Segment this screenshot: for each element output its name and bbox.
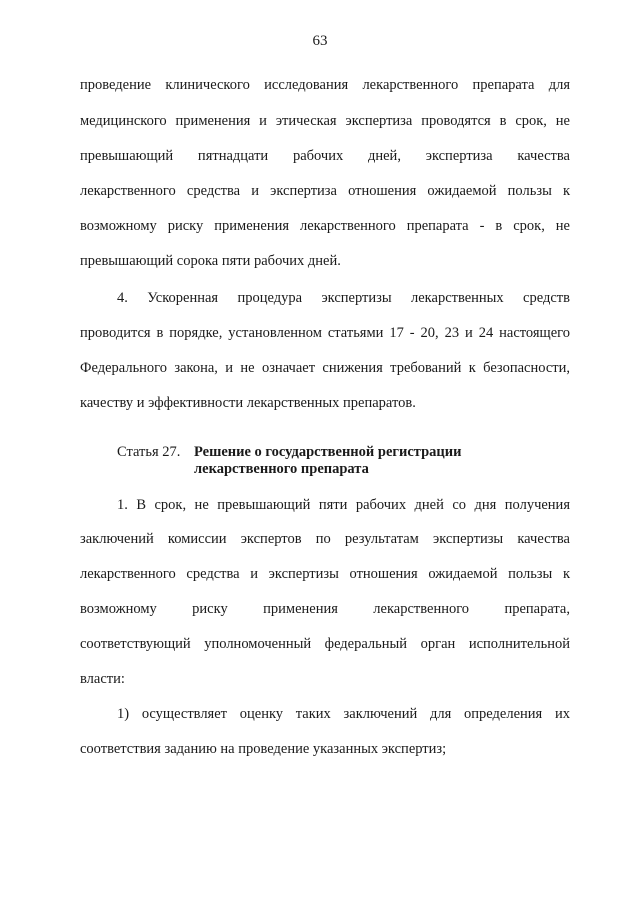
text-line: 4. Ускоренная процедура экспертизы лекарственных средств <box>117 290 570 306</box>
text-line: качеству и эффективности лекарственных препаратов. <box>80 395 416 411</box>
text-line: власти: <box>80 671 125 687</box>
text-line: проведение клинического исследования лекарственного препарата для <box>80 77 570 93</box>
page-number: 63 <box>312 33 328 49</box>
text-line: возможному риску применения лекарственного препарата, <box>80 601 570 617</box>
text-line: 1) осуществляет оценку таких заключений для определения их <box>117 706 570 722</box>
text-line: лекарственного средства и экспертиза отношения ожидаемой пользы к <box>80 183 570 199</box>
text-line: соответствующий уполномоченный федеральный орган исполнительной <box>80 636 570 652</box>
article-title-continued: лекарственного препарата <box>194 461 369 477</box>
text-line: проводится в порядке, установленном статьями 17 - 20, 23 и 24 настоящего <box>80 325 570 341</box>
article-label: Статья 27. <box>117 444 181 460</box>
text-line: Федерального закона, и не означает снижения требований к безопасности, <box>80 360 570 376</box>
text-line: возможному риску применения лекарственного препарата - в срок, не <box>80 218 570 234</box>
text-line: заключений комиссии экспертов по результатам экспертизы качества <box>80 531 570 547</box>
text-line: лекарственного средства и экспертизы отношения ожидаемой пользы к <box>80 566 570 582</box>
text-line: превышающий пятнадцати рабочих дней, экспертиза качества <box>80 148 570 164</box>
text-line: соответствия заданию на проведение указанных экспертиз; <box>80 741 447 757</box>
article-title: Решение о государственной регистрации <box>194 444 462 460</box>
text-line: 1. В срок, не превышающий пяти рабочих дней со дня получения <box>117 497 570 513</box>
text-line: медицинского применения и этическая экспертиза проводятся в срок, не <box>80 113 570 129</box>
text-line: превышающий сорока пяти рабочих дней. <box>80 253 341 269</box>
